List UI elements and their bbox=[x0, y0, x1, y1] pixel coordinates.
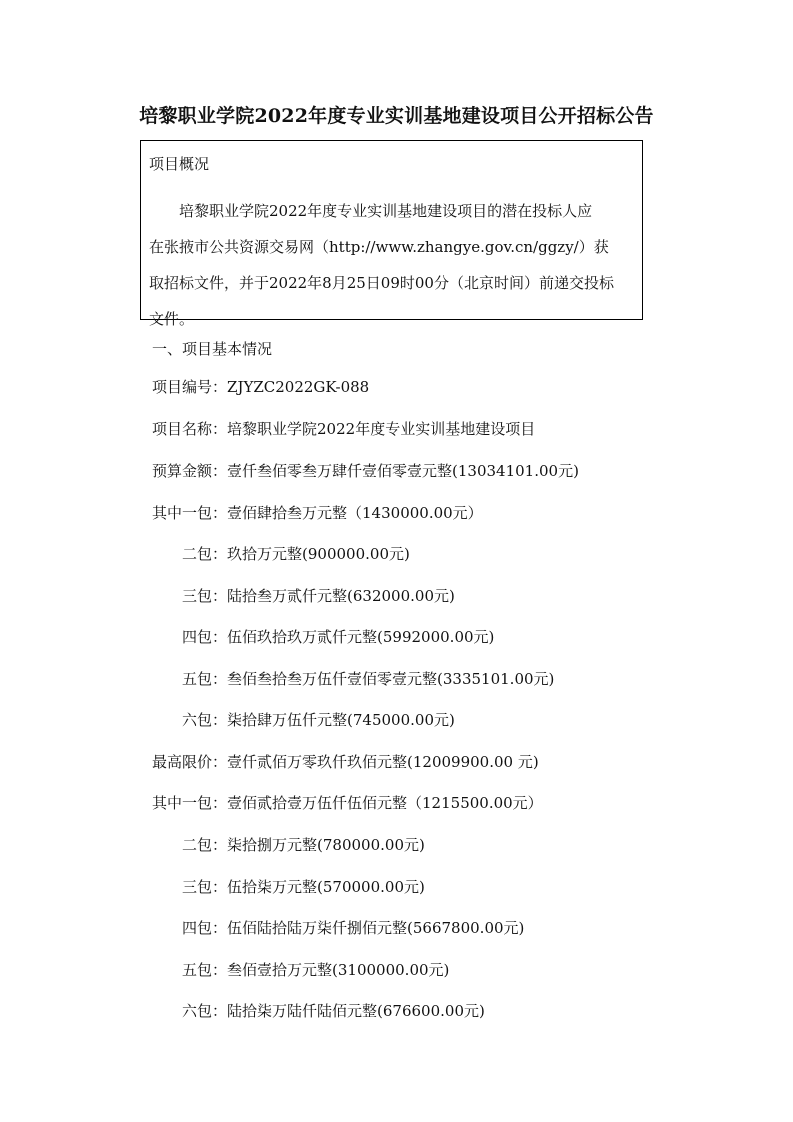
row-value: 叁佰叁拾叁万伍仟壹佰零壹元整(3335101.00元) bbox=[227, 670, 555, 688]
info-row bbox=[182, 917, 524, 939]
row-value: 壹仟叁佰零叁万肆仟壹佰零壹元整(13034101.00元) bbox=[227, 462, 579, 480]
info-row bbox=[182, 585, 455, 607]
row-label: 五包： bbox=[182, 961, 228, 979]
row-label: 二包： bbox=[182, 836, 228, 854]
row-label: 三包： bbox=[182, 878, 228, 896]
row-value: 玖拾万元整(900000.00元) bbox=[227, 545, 410, 563]
overview-line: 在张掖市公共资源交易网（http://www.zhangye.gov.cn/ggzy/）获 bbox=[149, 238, 609, 256]
info-row bbox=[152, 376, 369, 398]
row-value: 柒拾肆万伍仟元整(745000.00元) bbox=[227, 711, 455, 729]
info-row bbox=[182, 1000, 485, 1022]
row-value: 伍拾柒万元整(570000.00元) bbox=[227, 878, 425, 896]
row-label: 其中一包： bbox=[152, 794, 228, 812]
info-row bbox=[182, 668, 554, 690]
row-label: 项目编号： bbox=[152, 378, 228, 396]
row-value: 陆拾柒万陆仟陆佰元整(676600.00元) bbox=[227, 1002, 485, 1020]
info-row bbox=[152, 502, 483, 524]
row-value: ZJYZC2022GK-088 bbox=[227, 378, 370, 396]
row-value: 壹佰贰拾壹万伍仟伍佰元整（1215500.00元） bbox=[227, 794, 543, 812]
info-row bbox=[182, 959, 449, 981]
row-label: 预算金额： bbox=[152, 462, 228, 480]
overview-paragraph bbox=[149, 193, 629, 337]
row-value: 伍佰陆拾陆万柒仟捌佰元整(5667800.00元) bbox=[227, 919, 525, 937]
info-row bbox=[152, 751, 539, 773]
row-value: 伍佰玖拾玖万贰仟元整(5992000.00元) bbox=[227, 628, 495, 646]
row-value: 柒拾捌万元整(780000.00元) bbox=[227, 836, 425, 854]
row-value: 培黎职业学院2022年度专业实训基地建设项目 bbox=[227, 420, 536, 438]
row-label: 四包： bbox=[182, 628, 228, 646]
row-value: 壹仟贰佰万零玖仟玖佰元整(12009900.00 元) bbox=[227, 753, 539, 771]
info-row bbox=[182, 834, 425, 856]
row-value: 壹佰肆拾叁万元整（1430000.00元） bbox=[227, 504, 483, 522]
row-label: 二包： bbox=[182, 545, 228, 563]
overview-line: 培黎职业学院2022年度专业实训基地建设项目的潜在投标人应 bbox=[179, 202, 593, 220]
project-overview-box bbox=[140, 140, 643, 328]
info-row bbox=[152, 418, 535, 440]
row-value: 陆拾叁万贰仟元整(632000.00元) bbox=[227, 587, 455, 605]
row-label: 六包： bbox=[182, 711, 228, 729]
info-row bbox=[182, 709, 455, 731]
row-label: 三包： bbox=[182, 587, 228, 605]
row-value: 叁佰壹拾万元整(3100000.00元) bbox=[227, 961, 450, 979]
row-label: 最高限价： bbox=[152, 753, 228, 771]
info-row bbox=[152, 792, 543, 814]
row-label: 五包： bbox=[182, 670, 228, 688]
row-label: 其中一包： bbox=[152, 504, 228, 522]
info-row bbox=[182, 626, 494, 648]
info-row bbox=[182, 876, 425, 898]
section-heading: 一、项目基本情况 bbox=[152, 340, 273, 358]
overview-heading: 项目概况 bbox=[149, 155, 210, 173]
overview-line: 文件。 bbox=[149, 310, 195, 328]
row-label: 项目名称： bbox=[152, 420, 228, 438]
info-row bbox=[152, 460, 579, 482]
info-row bbox=[182, 543, 410, 565]
overview-line: 取招标文件，并于2022年8月25日09时00分（北京时间）前递交投标 bbox=[149, 274, 614, 292]
document-title: 培黎职业学院2022年度专业实训基地建设项目公开招标公告 bbox=[139, 105, 654, 127]
row-label: 六包： bbox=[182, 1002, 228, 1020]
row-label: 四包： bbox=[182, 919, 228, 937]
